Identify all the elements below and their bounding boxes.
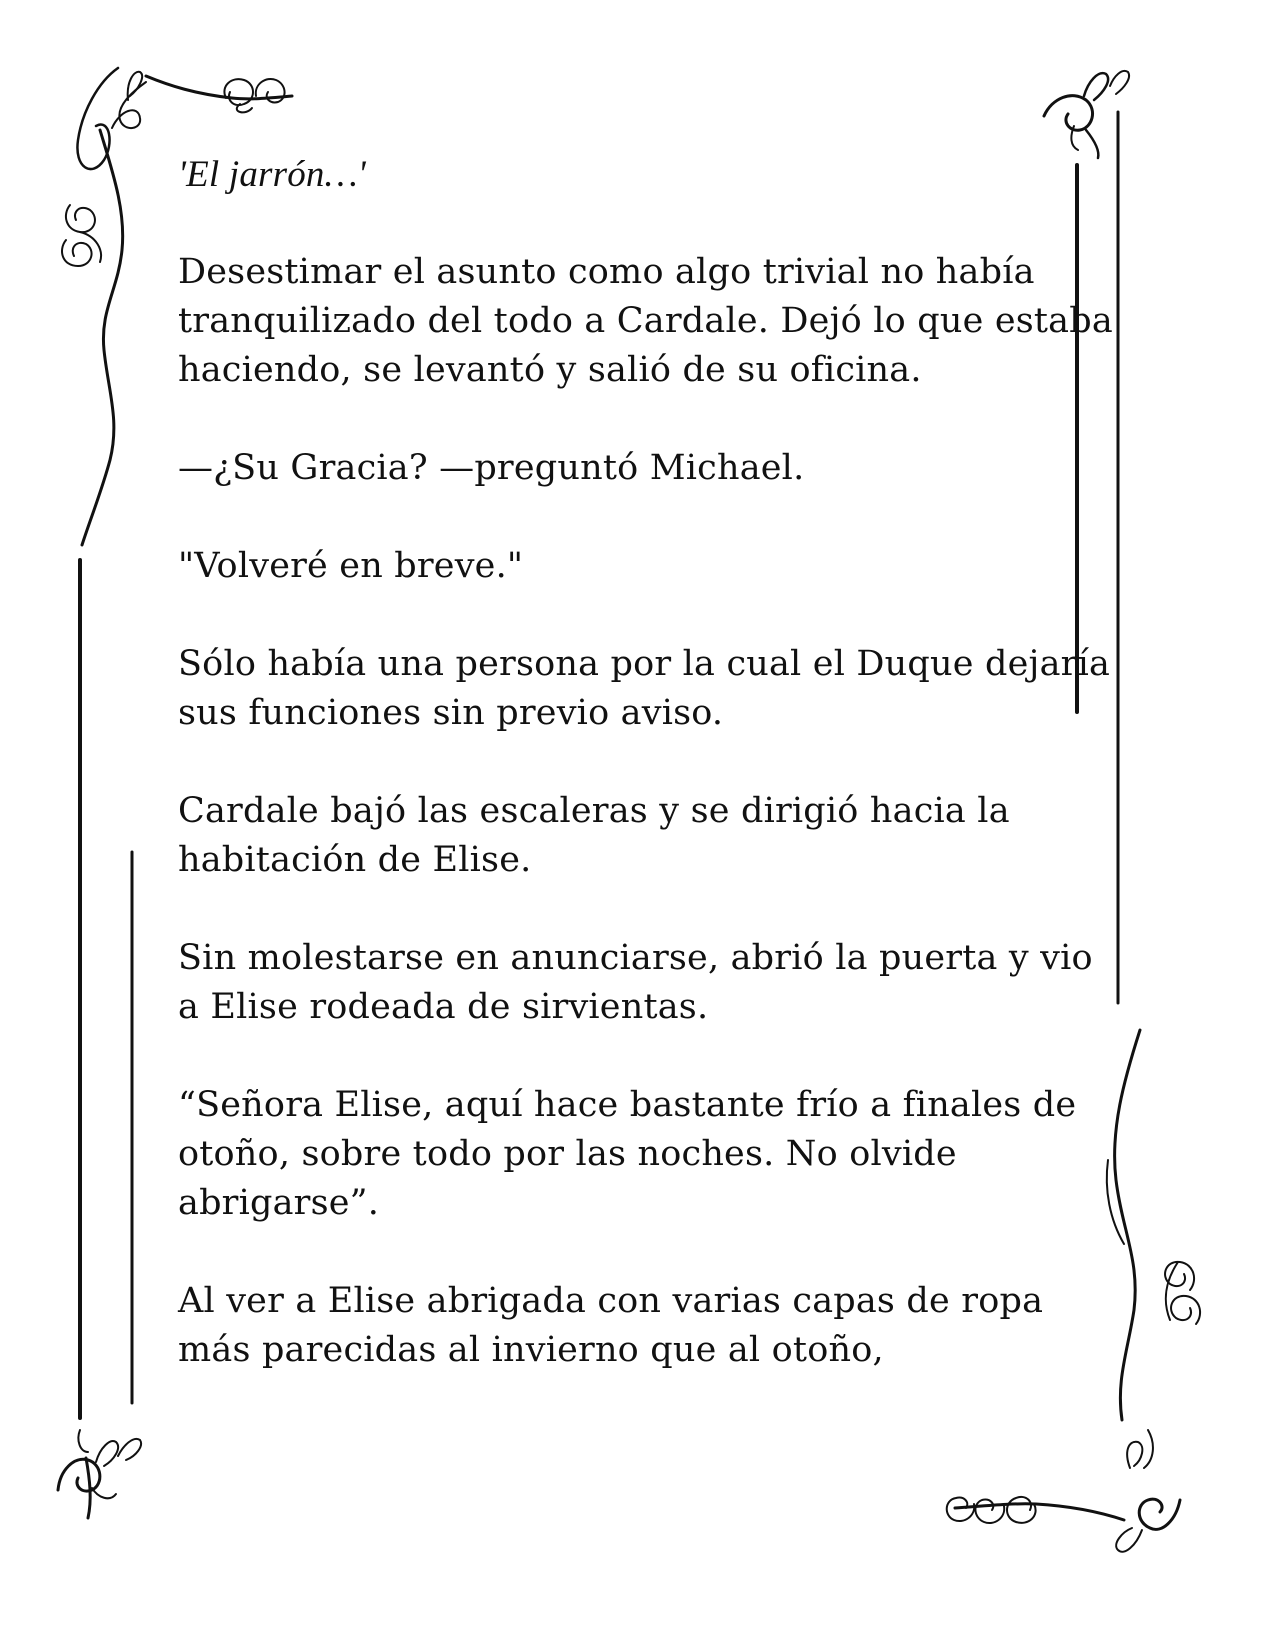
- flourish-stroke: [146, 76, 292, 99]
- paragraph: Cardale bajó las escaleras y se dirigió hacia la habitación de Elise.: [178, 791, 1010, 880]
- flourish-hook: [1144, 1430, 1153, 1468]
- flourish-swirl: [1171, 1296, 1200, 1324]
- flourish-curl: [58, 1459, 100, 1491]
- flourish-curl: [1044, 96, 1093, 131]
- flourish-curl: [1139, 1499, 1180, 1529]
- flourish-scroll: [118, 1439, 141, 1460]
- paragraph: Al ver a Elise abrigada con varias capas de ropa más parecidas al invierno que al otoño,: [178, 1281, 1044, 1370]
- flourish-hook: [1166, 1262, 1178, 1320]
- flourish-scroll: [1127, 1442, 1142, 1468]
- flourish-hook: [78, 1430, 88, 1452]
- flourish-vine: [82, 130, 123, 545]
- flourish-stem: [86, 1458, 90, 1518]
- flourish-swirl: [256, 79, 285, 102]
- flourish-scroll: [96, 1441, 118, 1466]
- flourish-scroll: [1084, 73, 1108, 100]
- flourish-swirl: [66, 205, 95, 232]
- flourish-swirl: [62, 240, 92, 266]
- page-text-body: [178, 150, 1118, 1424]
- paragraph: Sin molestarse en anunciarse, abrió la puerta y vio a Elise rodeada de sirvientas.: [178, 938, 1093, 1027]
- flourish-bottom-left: [58, 1430, 141, 1518]
- flourish-vine: [1115, 1030, 1140, 1420]
- flourish-loop: [128, 72, 142, 100]
- paragraph: Sólo había una persona por la cual el Duque dejaría sus funciones sin previo aviso.: [178, 644, 1111, 733]
- flourish-swirl: [947, 1498, 974, 1521]
- paragraph: Desestimar el asunto como algo trivial no había tranquilizado del todo a Cardale. Dejó lo que estaba haciendo, se levantó y salió de su oficina.: [178, 252, 1113, 390]
- flourish-scroll: [112, 82, 146, 128]
- flourish-curl: [77, 68, 118, 169]
- flourish-swirl: [975, 1500, 1004, 1523]
- dialogue-paragraph: —¿Su Gracia? —preguntó Michael.: [178, 448, 805, 488]
- dialogue-paragraph: "Volveré en breve.": [178, 546, 524, 586]
- flourish-swirl: [1165, 1262, 1194, 1290]
- flourish-hook: [80, 232, 101, 262]
- flourish-swirl: [1007, 1497, 1036, 1523]
- flourish-swirl: [224, 79, 253, 105]
- flourish-hook: [92, 1488, 116, 1498]
- flourish-swirl: [237, 104, 252, 112]
- flourish-scroll: [1116, 1528, 1142, 1552]
- flourish-stroke: [955, 1504, 1124, 1520]
- thought-line: 'El jarrón…': [178, 154, 366, 195]
- flourish-hook: [1071, 126, 1078, 150]
- flourish-scroll: [1110, 71, 1129, 94]
- dialogue-paragraph: “Señora Elise, aquí hace bastante frío a finales de otoño, sobre todo por las noches. No olvide abrigarse”.: [178, 1085, 1077, 1223]
